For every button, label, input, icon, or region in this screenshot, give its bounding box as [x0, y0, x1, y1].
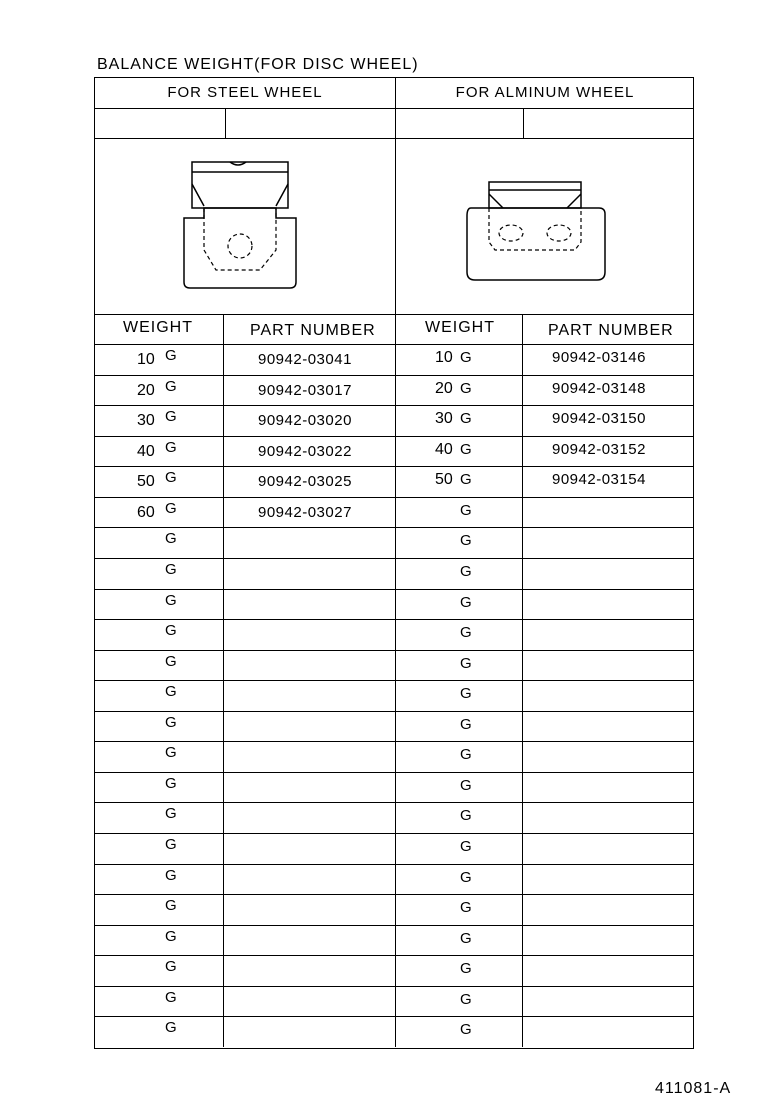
divider	[95, 138, 693, 139]
steel-weight-value: 60	[137, 503, 155, 521]
steel-weight-unit: G	[165, 1019, 177, 1037]
steel-weight-unit: G	[165, 774, 177, 792]
steel-weight-value: 40	[137, 442, 155, 460]
aluminum-weight-unit: G	[460, 501, 472, 519]
table-row	[95, 497, 693, 528]
aluminum-part-number: 90942-03146	[552, 349, 646, 366]
aluminum-weight-unit: G	[460, 379, 472, 397]
aluminum-weight-value: 40	[435, 440, 453, 458]
table-row	[95, 527, 693, 558]
table-row	[95, 466, 693, 497]
steel-weight-unit: G	[165, 408, 177, 426]
divider	[225, 108, 226, 138]
table-row	[95, 802, 693, 833]
table-row	[95, 558, 693, 589]
table-row	[95, 405, 693, 436]
aluminum-part-number-column-header: PART NUMBER	[548, 322, 674, 339]
steel-weight-unit: G	[165, 347, 177, 364]
aluminum-weight-value: 10	[435, 349, 453, 366]
aluminum-weight-unit: G	[460, 562, 472, 580]
steel-weight-unit: G	[165, 652, 177, 670]
aluminum-weight-value: 20	[435, 379, 453, 397]
aluminum-weight-value: 50	[435, 471, 453, 489]
aluminum-weight-unit: G	[460, 349, 472, 366]
steel-weight-unit: G	[165, 836, 177, 854]
table-row	[95, 375, 693, 406]
aluminum-weight-unit: G	[460, 746, 472, 764]
steel-weight-unit: G	[165, 560, 177, 578]
steel-weight-value: 50	[137, 473, 155, 491]
table-row	[95, 711, 693, 742]
steel-weight-unit: G	[165, 683, 177, 701]
aluminum-weight-unit: G	[460, 593, 472, 611]
aluminum-weight-unit: G	[460, 440, 472, 458]
table-row	[95, 650, 693, 681]
steel-weight-value: 10	[137, 351, 155, 368]
aluminum-weight-unit: G	[460, 990, 472, 1008]
aluminum-wheel-header: FOR ALMINUM WHEEL	[455, 84, 635, 101]
steel-part-number: 90942-03020	[258, 412, 352, 430]
table-row	[95, 1016, 693, 1047]
balance-weight-table	[94, 77, 694, 1049]
steel-weight-unit: G	[165, 530, 177, 548]
steel-part-number: 90942-03027	[258, 503, 352, 521]
steel-weight-unit: G	[165, 866, 177, 884]
steel-weight-unit: G	[165, 988, 177, 1006]
aluminum-part-number: 90942-03150	[552, 410, 646, 428]
aluminum-weight-unit: G	[460, 471, 472, 489]
steel-part-number-column-header: PART NUMBER	[250, 322, 376, 339]
aluminum-weight-unit: G	[460, 776, 472, 794]
steel-part-number: 90942-03017	[258, 381, 352, 399]
aluminum-weight-unit: G	[460, 868, 472, 886]
table-row	[95, 894, 693, 925]
steel-weight-unit: G	[165, 622, 177, 640]
table-row	[95, 772, 693, 803]
steel-weight-unit: G	[165, 744, 177, 762]
steel-weight-unit: G	[165, 927, 177, 945]
table-row	[95, 986, 693, 1017]
aluminum-weight-unit: G	[460, 685, 472, 703]
document-id: 411081-A	[655, 1080, 732, 1097]
table-row	[95, 589, 693, 620]
steel-weight-unit: G	[165, 499, 177, 517]
steel-weight-unit: G	[165, 897, 177, 915]
steel-weight-unit: G	[165, 713, 177, 731]
steel-wheel-weight-illustration	[180, 158, 310, 293]
page-title: BALANCE WEIGHT(FOR DISC WHEEL)	[97, 56, 419, 73]
aluminum-weight-unit: G	[460, 532, 472, 550]
aluminum-weight-unit: G	[460, 899, 472, 917]
table-row	[95, 436, 693, 467]
aluminum-weight-value: 30	[435, 410, 453, 428]
table-row	[95, 344, 693, 375]
steel-weight-unit: G	[165, 805, 177, 823]
aluminum-part-number: 90942-03154	[552, 471, 646, 489]
steel-weight-unit: G	[165, 469, 177, 487]
aluminum-wheel-weight-illustration	[463, 178, 608, 288]
aluminum-weight-unit: G	[460, 960, 472, 978]
divider	[523, 108, 524, 138]
aluminum-weight-unit: G	[460, 654, 472, 672]
steel-weight-unit: G	[165, 438, 177, 456]
steel-part-number: 90942-03022	[258, 442, 352, 460]
aluminum-weight-unit: G	[460, 929, 472, 947]
table-row	[95, 833, 693, 864]
table-row	[95, 680, 693, 711]
steel-part-number: 90942-03025	[258, 473, 352, 491]
table-row	[95, 864, 693, 895]
aluminum-weight-unit: G	[460, 838, 472, 856]
divider	[95, 314, 693, 315]
aluminum-weight-unit: G	[460, 1021, 472, 1039]
table-row	[95, 741, 693, 772]
steel-part-number: 90942-03041	[258, 351, 352, 368]
table-row	[95, 619, 693, 650]
steel-wheel-header: FOR STEEL WHEEL	[167, 84, 323, 101]
steel-weight-value: 20	[137, 381, 155, 399]
steel-weight-unit: G	[165, 958, 177, 976]
steel-weight-value: 30	[137, 412, 155, 430]
aluminum-weight-unit: G	[460, 410, 472, 428]
steel-weight-unit: G	[165, 591, 177, 609]
table-header	[95, 78, 693, 109]
aluminum-weight-unit: G	[460, 624, 472, 642]
aluminum-part-number: 90942-03148	[552, 379, 646, 397]
aluminum-weight-column-header: WEIGHT	[425, 319, 495, 336]
table-row	[95, 955, 693, 986]
aluminum-part-number: 90942-03152	[552, 440, 646, 458]
table-row	[95, 925, 693, 956]
steel-weight-unit: G	[165, 377, 177, 395]
steel-weight-column-header: WEIGHT	[123, 319, 193, 336]
aluminum-weight-unit: G	[460, 715, 472, 733]
aluminum-weight-unit: G	[460, 807, 472, 825]
